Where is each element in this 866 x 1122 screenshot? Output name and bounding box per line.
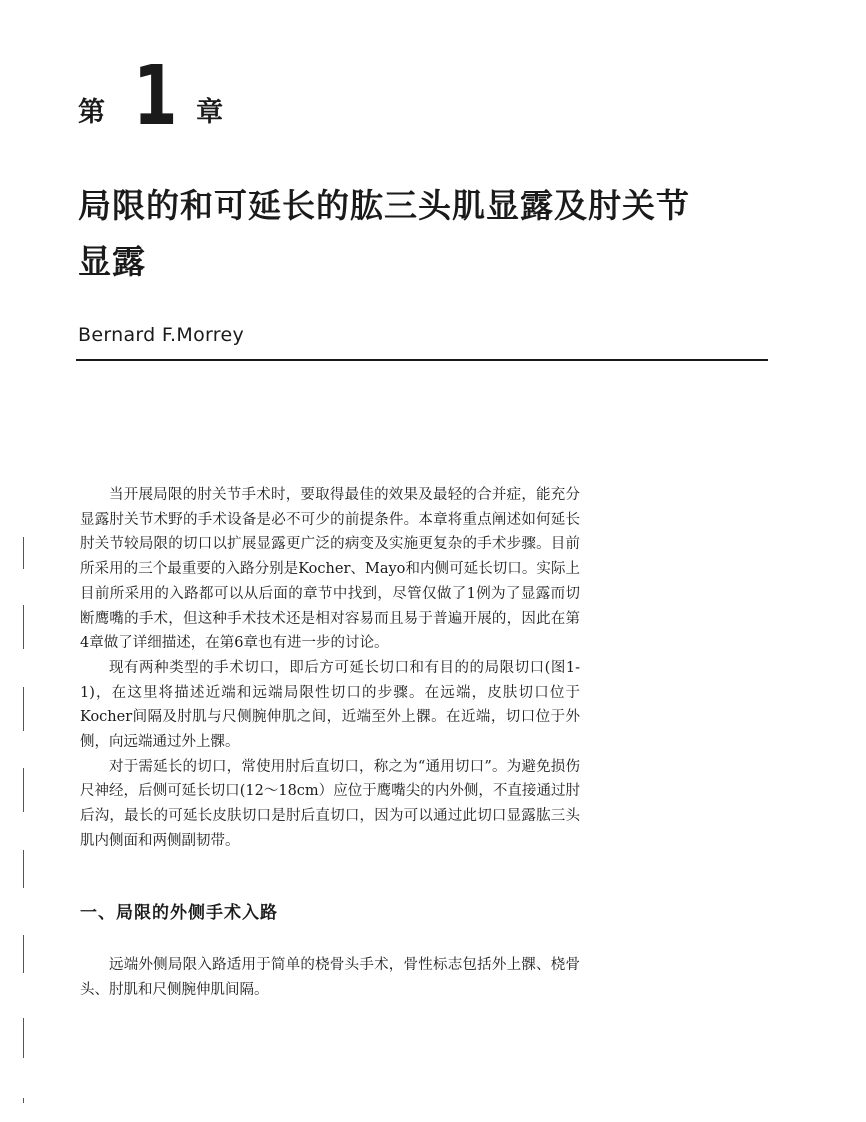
paragraph: 远端外侧局限入路适用于简单的桡骨头手术，骨性标志包括外上髁、桡骨头、肘肌和尺侧腕伸肌间隔。 [80, 957, 580, 998]
margin-mark [23, 605, 24, 649]
margin-mark [23, 1018, 24, 1058]
margin-mark [23, 537, 24, 569]
margin-mark [23, 768, 24, 812]
margin-mark [23, 850, 24, 888]
chapter-title: 局限的和可延长的肱三头肌显露及肘关节显露 [78, 186, 690, 281]
chapter-number: 1 [133, 49, 177, 145]
margin-mark [23, 687, 24, 731]
margin-mark [23, 1098, 24, 1103]
paragraph: 当开展局限的肘关节手术时，要取得最佳的效果及最轻的合并症，能充分显露肘关节术野的手术设备是必不可少的前提条件。本章将重点阐述如何延长肘关节较局限的切口以扩展显露更广泛的病变及实施更复杂的手术步骤。目前所采用的三个最重要的入路分别是Kocher、Mayo和内侧可延长切口。实际上目前所采用的入路都可以从后面的章节中找到，尽管仅做了1例为了显露而切断鹰嘴的手术，但这种手术技术还是相对容易而且易于普遍开展的，因此在第4章做了详细描述，在第6章也有进一步的讨论。 [80, 487, 580, 652]
section-heading: 一、局限的外侧手术入路 [80, 903, 278, 923]
chapter-heading [78, 49, 224, 145]
section-body-text [80, 953, 580, 1003]
chapter-suffix: 章 [196, 97, 224, 128]
author-name: Bernard F.Morrey [78, 324, 245, 346]
margin-mark [23, 935, 24, 973]
header-divider [76, 359, 768, 361]
paragraph: 现有两种类型的手术切口，即后方可延长切口和有目的的局限切口(图1-1)，在这里将描述近端和远端局限性切口的步骤。在远端，皮肤切口位于Kocher间隔及肘肌与尺侧腕伸肌之间，近端至外上髁。在近端，切口位于外侧，向远端通过外上髁。 [80, 659, 580, 751]
chapter-prefix: 第 [78, 97, 105, 128]
body-text [80, 483, 580, 854]
paragraph: 对于需延长的切口，常使用肘后直切口，称之为“通用切口”。为避免损伤尺神经，后侧可延长切口(12～18cm）应位于鹰嘴尖的内外侧，不直接通过肘后沟，最长的可延长皮肤切口是肘后直切口，因为可以通过此切口显露肱三头肌内侧面和两侧副韧带。 [80, 758, 580, 849]
